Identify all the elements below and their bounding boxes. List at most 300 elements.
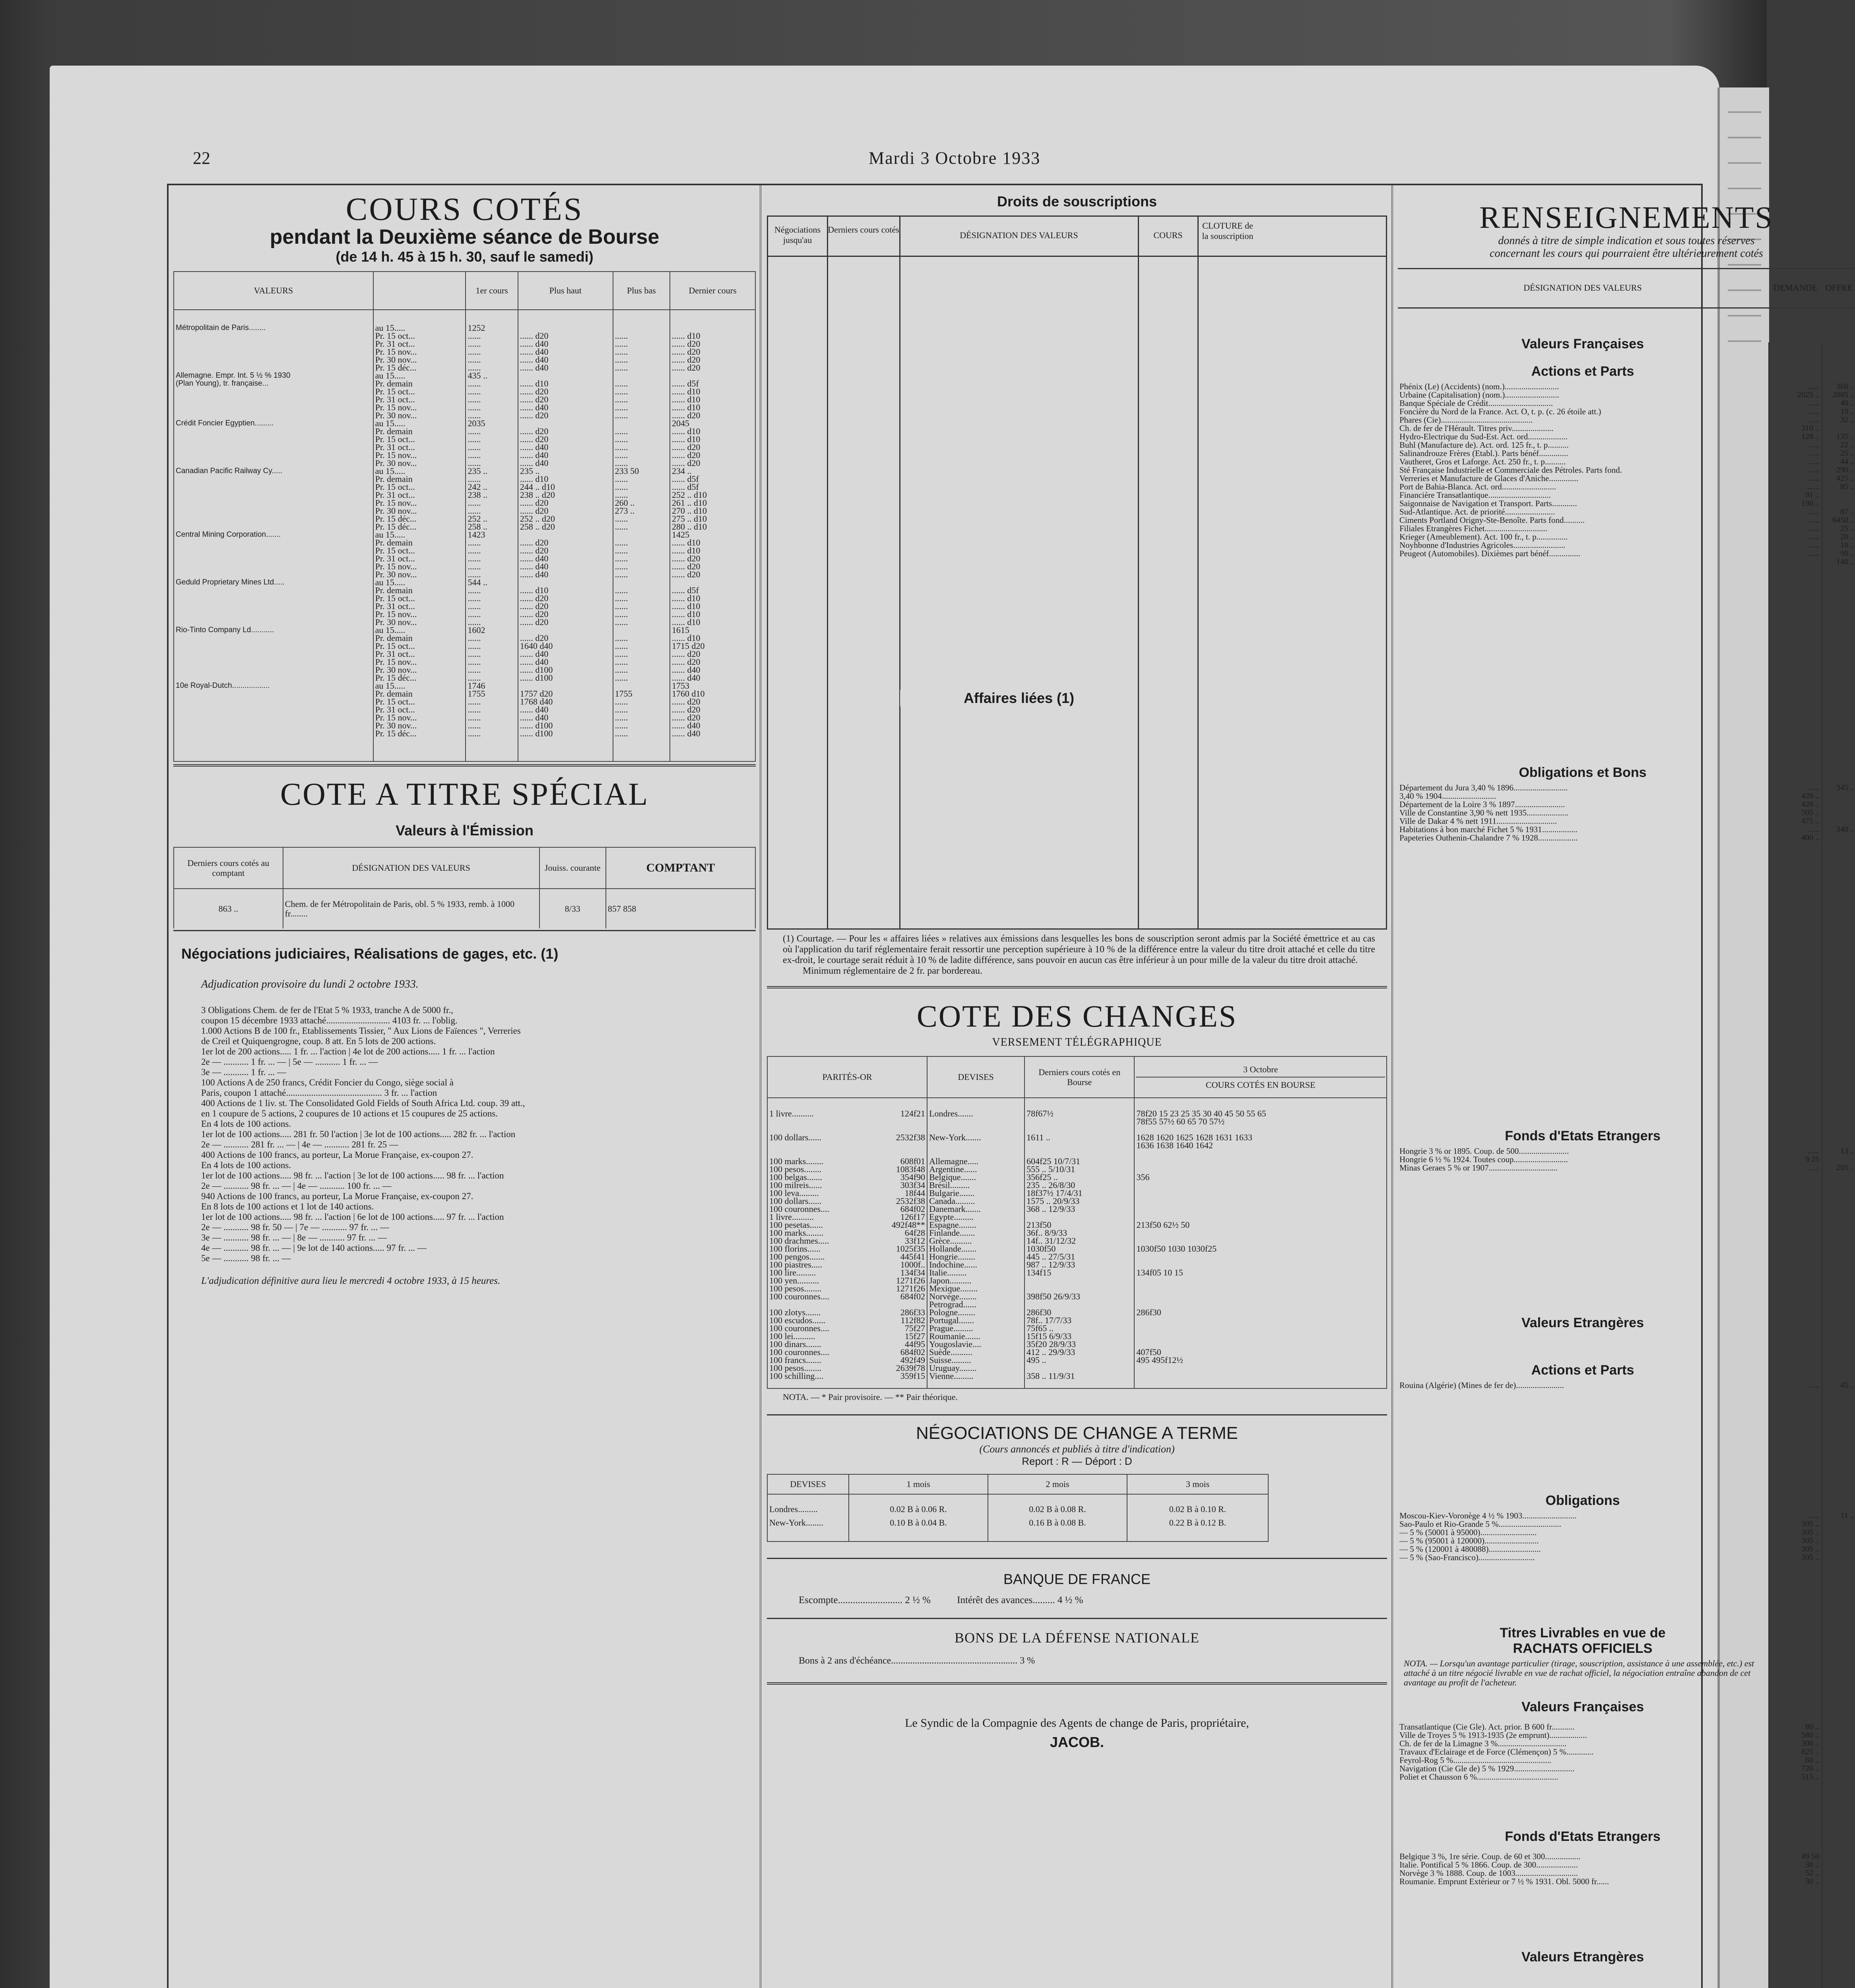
changes-parite-value: 445f41 [900, 1252, 926, 1262]
changes-cell: 495 495f12½ [1134, 1356, 1387, 1364]
changes-parite-unit: 100 pesos........ [769, 1363, 822, 1373]
cours-cell: ...... [613, 483, 670, 491]
changes-row [767, 1293, 1387, 1301]
changes-parite-unit: 100 florins...... [769, 1244, 821, 1254]
renseignement-offre: 49 50 [1801, 1852, 1819, 1861]
renseignement-demande: 420 .. [1801, 792, 1819, 800]
cours-cell: Pr. 30 nov... [373, 356, 466, 364]
changes-title: COTE DES CHANGES [916, 999, 1238, 1033]
cours-cell: ...... d10 [670, 539, 755, 547]
cours-cell: au 15..... [373, 467, 466, 475]
cours-cell: ...... d20 [670, 356, 755, 364]
changes-parite-value: 492f49 [900, 1355, 926, 1365]
changes-parite-value: 1083f48 [896, 1164, 926, 1174]
renseignement-offre: 340 .. [1836, 825, 1854, 834]
changes-cell: 398f50 26/9/33 [1025, 1293, 1134, 1301]
changes-parite-value: 359f15 [900, 1371, 926, 1381]
terme-cell: 0.22 B à 0.12 B. [1127, 1516, 1268, 1530]
cours-cell: ...... [613, 594, 670, 602]
cours-cell: Geduld Proprietary Mines Ltd..... [174, 579, 373, 586]
changes-cell: New-York....... [927, 1134, 1025, 1142]
renseignement-demande: ...... [1807, 466, 1819, 474]
cours-cell: ...... d100 [518, 674, 613, 682]
renseignement-offre: 30 .. [1805, 1877, 1819, 1886]
changes-cell: Allemagne..... [927, 1157, 1025, 1165]
changes-parite-unit: 100 lire......... [769, 1268, 816, 1277]
cours-cell [174, 706, 373, 714]
renseignement-demande: ...... [1807, 783, 1819, 792]
cours-cell [174, 650, 373, 658]
cours-cell: ...... d20 [518, 539, 613, 547]
renseignement-offre: 52 .. [1805, 1869, 1819, 1877]
terme-subtitle: (Cours annoncés et publiés à titre d'indication) [979, 1443, 1175, 1455]
cours-cell: ...... [466, 435, 518, 443]
cours-cell: 1615 [670, 626, 755, 634]
cours-cell: Pr. 30 nov... [373, 666, 466, 674]
cours-cell: Pr. 31 oct... [373, 443, 466, 451]
cs-cell: 857 858 [606, 889, 755, 928]
changes-cell: Finlande....... [927, 1229, 1025, 1237]
cours-cell: ...... [613, 634, 670, 642]
cours-cell [174, 722, 373, 730]
changes-cell: Petrograd...... [927, 1301, 1025, 1309]
renseignement-demande: ...... [1807, 449, 1819, 458]
changes-cell: 1575 .. 20/9/33 [1025, 1197, 1134, 1205]
cours-cell: ...... [613, 555, 670, 563]
cours-cell: Pr. 15 oct... [373, 332, 466, 340]
renseignement-demande: 305 .. [1801, 1528, 1819, 1537]
column-separator [1391, 185, 1393, 1988]
changes-row [767, 1142, 1387, 1149]
renseignement-label: Transatlantique (Cie Gle). Act. prior. B 600 fr........... [1399, 1722, 1575, 1732]
changes-parite-value: 75f27 [904, 1323, 926, 1333]
cours-row [174, 499, 755, 507]
cours-subtitle: pendant la Deuxième séance de Bourse [270, 225, 660, 248]
terme-title: NÉGOCIATIONS DE CHANGE A TERME [916, 1423, 1238, 1443]
cours-cell: 244 .. d10 [518, 483, 613, 491]
cours-cell: ...... [466, 610, 518, 618]
changes-parite-value: 44f95 [904, 1339, 926, 1349]
cours-cell: ...... d10 [670, 427, 755, 435]
cours-cell [174, 340, 373, 348]
cours-cell: Pr. 30 nov... [373, 571, 466, 579]
renseignement-offre: 425 .. [1836, 474, 1854, 483]
cours-row [174, 340, 755, 348]
cours-cell: ...... d40 [670, 674, 755, 682]
renseignement-label: Urbaine (Capitalisation) (nom.).......................... [1399, 390, 1559, 400]
cours-cell: au 15..... [373, 579, 466, 586]
cours-row [174, 698, 755, 706]
page-date: Mardi 3 Octobre 1933 [869, 148, 1041, 168]
cours-cell [174, 610, 373, 618]
changes-parite-unit: 100 lei.......... [769, 1331, 815, 1341]
changes-cell: 358 .. 11/9/31 [1025, 1372, 1134, 1380]
cours-cell: 1602 [466, 626, 518, 634]
cours-cell [174, 332, 373, 340]
changes-row [767, 1157, 1387, 1165]
cours-cell: Pr. 30 nov... [373, 459, 466, 467]
changes-cell: 134f05 10 15 [1134, 1269, 1387, 1277]
cours-cell: ...... d40 [518, 348, 613, 356]
changes-row [767, 1197, 1387, 1205]
negociation-line: 4e — ........... 98 fr. ... — | 9e lot de 140 actions..... 97 fr. ... — [201, 1243, 427, 1253]
changes-row [767, 1253, 1387, 1261]
negociation-line: 3e — ........... 98 fr. ... — | 8e — ........... 97 fr. ... — [201, 1233, 387, 1242]
renseignement-offre: 580 .. [1801, 1731, 1819, 1740]
renseignement-demande: 91 .. [1805, 491, 1819, 499]
renseignement-row [1398, 1852, 1855, 1861]
changes-row [767, 1261, 1387, 1269]
changes-cell [1134, 1157, 1387, 1165]
changes-parite-value: 1271f26 [896, 1283, 926, 1293]
cours-cell: Pr. demain [373, 690, 466, 698]
cours-cell: ...... [466, 427, 518, 435]
changes-parite-unit: 100 couronnes.... [769, 1204, 829, 1214]
renseignement-row [1398, 1861, 1855, 1869]
cours-cell: ...... [466, 634, 518, 642]
changes-header: Derniers cours cotés en Bourse [1025, 1056, 1134, 1098]
cours-cell [174, 427, 373, 435]
renseignement-row [1398, 1553, 1855, 1562]
renseignement-offre: 90 .. [1840, 549, 1854, 558]
changes-cell [1134, 1340, 1387, 1348]
renseignement-label: Vautheret, Gros et Laforge. Act. 250 fr., t. p.......... [1399, 457, 1566, 466]
cours-cell: ...... d10 [518, 586, 613, 594]
droits-header: DÉSIGNATION DES VALEURS [960, 230, 1078, 240]
cours-row [174, 602, 755, 610]
changes-cell: 134f15 [1025, 1269, 1134, 1277]
cours-cell: au 15..... [373, 324, 466, 332]
cours-row [174, 706, 755, 714]
changes-parite-value: 684f02 [900, 1204, 926, 1214]
cote-speciale-table [173, 847, 756, 928]
renseignement-offre: 515 .. [1801, 1773, 1819, 1781]
cours-row [174, 666, 755, 674]
changes-parite-unit: 100 leva......... [769, 1188, 819, 1198]
cours-row [174, 682, 755, 690]
renseignement-row [1398, 1748, 1855, 1756]
cours-cell: ...... d100 [518, 666, 613, 674]
cours-cell: ...... [466, 459, 518, 467]
cours-cell: ...... [613, 443, 670, 451]
cours-cell: ...... d40 [518, 404, 613, 412]
cours-cell: ...... [613, 396, 670, 404]
renseignement-label: Papeteries Outhenin-Chalandre 7 % 1928................... [1399, 833, 1578, 843]
cours-cell: ...... [466, 404, 518, 412]
renseignement-label: Krieger (Ameublement). Act. 100 fr., t. p............... [1399, 532, 1568, 542]
changes-cell [1134, 1372, 1387, 1380]
cours-cell: Pr. 15 oct... [373, 483, 466, 491]
renseignement-demande: ...... [1807, 541, 1819, 549]
cours-cell: ...... [466, 586, 518, 594]
renseignement-row [1398, 1877, 1855, 1886]
renseignement-offre: 300 .. [1801, 1739, 1819, 1748]
negociation-line: 1er lot de 100 actions..... 98 fr. ... l'action | 6e lot de 100 actions..... 97 fr. ... l'action [201, 1212, 504, 1222]
changes-row [767, 1309, 1387, 1316]
renseignements-subtitle2: concernant les cours qui pourraient être ultérieurement cotés [1490, 247, 1763, 260]
cs-header: DÉSIGNATION DES VALEURS [283, 847, 539, 889]
renseignement-label: Rouina (Algérie) (Mines de fer de)....................... [1399, 1380, 1564, 1390]
renseignement-row [1398, 1512, 1855, 1520]
renseignement-row [1398, 1773, 1855, 1781]
changes-row [767, 1301, 1387, 1309]
changes-cell [1134, 1277, 1387, 1285]
renseignement-demande: ...... [1807, 507, 1819, 516]
negociation-line: 100 Actions A de 250 francs, Crédit Foncier du Congo, siège social à [201, 1077, 454, 1087]
cours-cell: ...... d10 [670, 602, 755, 610]
cours-cell: ...... [466, 602, 518, 610]
changes-parite-value: 608f01 [900, 1156, 926, 1166]
cours-cell: ...... d10 [518, 475, 613, 483]
cours-row [174, 451, 755, 459]
cours-cell: 544 .. [466, 579, 518, 586]
renseignement-label: — 5 % (50001 à 95000)........................... [1399, 1528, 1537, 1537]
renseignement-row [1398, 1756, 1855, 1765]
changes-cell [1025, 1277, 1134, 1285]
cours-cell: ...... d40 [518, 364, 613, 372]
changes-parite-value: 684f02 [900, 1291, 926, 1301]
cours-hours: (de 14 h. 45 à 15 h. 30, sauf le samedi) [336, 248, 594, 265]
renseignement-offre: 825 .. [1801, 1747, 1819, 1756]
renseignement-demande: ...... [1807, 549, 1819, 558]
negociation-line: En 4 lots de 100 actions. [201, 1119, 291, 1129]
droits-header: Derniers cours cotés [828, 225, 899, 235]
changes-row [767, 1348, 1387, 1356]
page-frame [167, 184, 1854, 1988]
cours-cell: 1715 d20 [670, 642, 755, 650]
changes-cell: 1611 .. [1025, 1134, 1134, 1142]
cours-cell: ...... [613, 515, 670, 523]
changes-row [767, 1372, 1387, 1380]
renseignement-row [1398, 549, 1855, 558]
cours-cell: 1640 d40 [518, 642, 613, 650]
renseignements-subtitle1: donnés à titre de simple indication et sous toutes réserves [1498, 235, 1755, 247]
cours-cell: Pr. demain [373, 539, 466, 547]
cours-cell: ...... d100 [518, 722, 613, 730]
renseignement-demande: 2025 .. [1797, 390, 1819, 399]
cours-cell: ...... d20 [518, 610, 613, 618]
rs-header: OFFRE [1825, 283, 1853, 293]
cours-cell: Pr. demain [373, 586, 466, 594]
changes-row [767, 1356, 1387, 1364]
cours-row [174, 435, 755, 443]
signature-name: JACOB. [1050, 1734, 1104, 1750]
negociation-line: 1er lot de 100 actions..... 281 fr. 50 l'action | 3e lot de 100 actions..... 282 fr. ... l'action [201, 1129, 516, 1139]
terme-header: 2 mois [988, 1474, 1127, 1494]
changes-cell: 1628 1620 1625 1628 1631 1633 [1134, 1134, 1387, 1142]
page-number: 22 [193, 148, 210, 168]
renseignement-label: Poliet et Chausson 6 %....................................... [1399, 1772, 1558, 1782]
cours-cell: ...... [466, 555, 518, 563]
cours-cell: 238 .. [466, 491, 518, 499]
cours-cell: ...... d10 [670, 332, 755, 340]
cours-cell: ...... d40 [518, 443, 613, 451]
negociation-line: 2e — ........... 98 fr. 50 — | 7e — ........... 97 fr. ... — [201, 1222, 389, 1232]
bons-title: BONS DE LA DÉFENSE NATIONALE [955, 1630, 1199, 1646]
changes-cell: Portugal....... [927, 1316, 1025, 1324]
renseignement-label: Filiales Etrangères Fichet.............................. [1399, 524, 1548, 533]
changes-cell: Indochine...... [927, 1261, 1025, 1269]
cours-cell: 252 .. d20 [518, 515, 613, 523]
cours-cell: 260 .. [613, 499, 670, 507]
rs-header: DÉSIGNATION DES VALEURS [1523, 283, 1642, 293]
renseignement-label: Phénix (Le) (Accidents) (nom.).......................... [1399, 382, 1559, 391]
cours-cell: au 15..... [373, 372, 466, 380]
cours-row [174, 523, 755, 531]
renseignement-offre: 13 .. [1840, 1147, 1854, 1155]
negociation-line: 3 Obligations Chem. de fer de l'Etat 5 % 1933, tranche A de 5000 fr., [201, 1005, 453, 1015]
cours-cell [174, 396, 373, 404]
changes-cell: 18f37½ 17/4/31 [1025, 1189, 1134, 1197]
negociation-line: 2e — ........... 98 fr. ... — | 4e — ........... 100 fr. ... — [201, 1181, 392, 1191]
renseignement-row [1398, 800, 1855, 809]
cours-cell: 258 .. d20 [518, 523, 613, 531]
cours-row [174, 404, 755, 412]
changes-cell [1134, 1316, 1387, 1324]
renseignement-demande: ...... [1807, 825, 1819, 834]
cours-cell [174, 730, 373, 738]
changes-parite-unit: 100 dollars...... [769, 1196, 822, 1206]
terme-cell: Londres......... [767, 1503, 849, 1516]
cours-row [174, 610, 755, 618]
cours-cell: 1768 d40 [518, 698, 613, 706]
renseignement-offre: 25 .. [1840, 524, 1854, 533]
cours-row [174, 515, 755, 523]
renseignement-offre: 135 .. [1836, 432, 1854, 441]
renseignement-label: Habitations à bon marché Fichet 5 % 1931................. [1399, 825, 1578, 834]
cours-cell: ...... d20 [518, 412, 613, 419]
renseignement-section-title: Valeurs Etrangères [1521, 1315, 1644, 1330]
cours-row [174, 531, 755, 539]
changes-parite-unit: 100 escudos...... [769, 1315, 826, 1325]
cours-cell: Pr. 15 déc... [373, 674, 466, 682]
cours-row [174, 483, 755, 491]
cours-cell: ...... d40 [518, 563, 613, 571]
cours-cell: ...... d20 [670, 571, 755, 579]
cours-cell: ...... [613, 427, 670, 435]
changes-parite-value: 2639f78 [896, 1363, 926, 1373]
cours-cell [174, 475, 373, 483]
cours-row [174, 356, 755, 364]
cours-cell: Pr. 31 oct... [373, 491, 466, 499]
cours-cell: ...... [613, 475, 670, 483]
renseignement-demande: ...... [1807, 532, 1819, 541]
changes-cell: Argentine...... [927, 1165, 1025, 1173]
cours-cell: Métropolitain de Paris........ [174, 324, 373, 332]
renseignement-row [1398, 466, 1855, 474]
renseignement-label: Navigation (Cie Gle de) 5 % 1929............................. [1399, 1764, 1575, 1773]
changes-cell: 987 .. 12/9/33 [1025, 1261, 1134, 1269]
cours-cell [174, 714, 373, 722]
cours-cell: ...... d20 [670, 658, 755, 666]
cours-cell: 235 .. [466, 467, 518, 475]
negociation-line: de Creil et Quiquengrogne, coup. 8 att. En 5 lots de 200 actions. [201, 1036, 436, 1046]
changes-row [767, 1126, 1387, 1134]
changes-cell: 75f65 .. [1025, 1324, 1134, 1332]
renseignement-row [1398, 1155, 1855, 1164]
renseignement-label: Minas Geraes 5 % or 1907................................. [1399, 1163, 1558, 1173]
cours-cell: Pr. 15 oct... [373, 594, 466, 602]
negociation-line: 3e — ........... 1 fr. ... — [201, 1067, 287, 1077]
cours-row [174, 563, 755, 571]
renseignement-offre: 32 .. [1840, 415, 1854, 424]
cours-cell: ...... d20 [518, 507, 613, 515]
cours-row [174, 658, 755, 666]
renseignement-label: Foncière du Nord de la France. Act. O, t. p. (c. 26 étoile att.) [1399, 407, 1601, 416]
negociation-line: 1.000 Actions B de 100 fr., Etablissements Tissier, " Aux Lions de Faïences ", Verreries [201, 1026, 521, 1036]
banque-avances: Intérêt des avances......... 4 ½ % [957, 1595, 1083, 1606]
changes-parite-value: 64f28 [904, 1228, 926, 1238]
changes-cell: Danemark....... [927, 1205, 1025, 1213]
changes-parite-unit: 1 livre.......... [769, 1212, 814, 1222]
renseignement-demande: ...... [1807, 1381, 1819, 1390]
changes-row [767, 1245, 1387, 1253]
cours-cell: ...... d20 [518, 634, 613, 642]
renseignement-row [1398, 1723, 1855, 1731]
changes-cell: 368 .. 12/9/33 [1025, 1205, 1134, 1213]
cours-cell [174, 459, 373, 467]
cours-cell: ...... [466, 356, 518, 364]
cours-cell: ...... [613, 523, 670, 531]
changes-parite-value: 1025f35 [896, 1244, 926, 1254]
renseignement-label: Belgique 3 %, 1re série. Coup. de 60 et 300................. [1399, 1852, 1581, 1861]
changes-cell: 495 .. [1025, 1356, 1134, 1364]
changes-cell: 286f30 [1025, 1309, 1134, 1316]
renseignements-title: RENSEIGNEMENTS [1479, 200, 1774, 235]
cours-cell: ...... d40 [518, 356, 613, 364]
changes-parite-unit: 100 dollars...... [769, 1132, 822, 1142]
cours-row [174, 586, 755, 594]
cours-cell: 280 .. d10 [670, 523, 755, 531]
cs-header: COMPTANT [606, 847, 755, 889]
changes-parite-unit: 100 pengos....... [769, 1252, 825, 1262]
renseignement-offre: 20 .. [1840, 532, 1854, 541]
renseignement-row [1398, 449, 1855, 458]
cours-cell: ...... [466, 730, 518, 738]
cours-cell: Pr. 15 nov... [373, 610, 466, 618]
cours-cell: ...... [613, 610, 670, 618]
renseignement-demande: ...... [1807, 516, 1819, 524]
cote-speciale-title: COTE A TITRE SPÉCIAL [280, 777, 649, 812]
cours-cell: Pr. 30 nov... [373, 618, 466, 626]
changes-cell: Vienne......... [927, 1372, 1025, 1380]
cours-cell: ...... [613, 642, 670, 650]
cours-cell: ...... d20 [518, 396, 613, 404]
changes-parite-value: 286f33 [900, 1307, 926, 1317]
negociation-line: en 1 coupure de 5 actions, 2 coupures de 10 actions et 15 coupures de 25 actions. [201, 1109, 498, 1118]
renseignement-row [1398, 1147, 1855, 1155]
changes-parite-unit: 100 couronnes.... [769, 1347, 829, 1357]
changes-cell: Espagne........ [927, 1221, 1025, 1229]
cours-cell: ...... [466, 571, 518, 579]
cours-cell: Pr. 15 nov... [373, 348, 466, 356]
cours-row [174, 555, 755, 563]
renseignement-offre: 11 .. [1840, 1511, 1854, 1520]
changes-cell: Grèce.......... [927, 1237, 1025, 1245]
cours-row [174, 396, 755, 404]
changes-parite-unit: 100 zlotys....... [769, 1307, 821, 1317]
cote-speciale-subtitle: Valeurs à l'Émission [396, 822, 534, 839]
cours-cell [174, 539, 373, 547]
renseignement-row [1398, 508, 1855, 516]
changes-parite-unit: 100 schilling.... [769, 1371, 824, 1381]
droits-header: COURS [1153, 230, 1183, 240]
cours-cell: ...... [613, 356, 670, 364]
cours-row [174, 626, 755, 634]
cours-cell: Pr. demain [373, 634, 466, 642]
renseignement-section-title: Obligations et Bons [1519, 765, 1647, 780]
cours-cell: ...... d10 [670, 547, 755, 555]
